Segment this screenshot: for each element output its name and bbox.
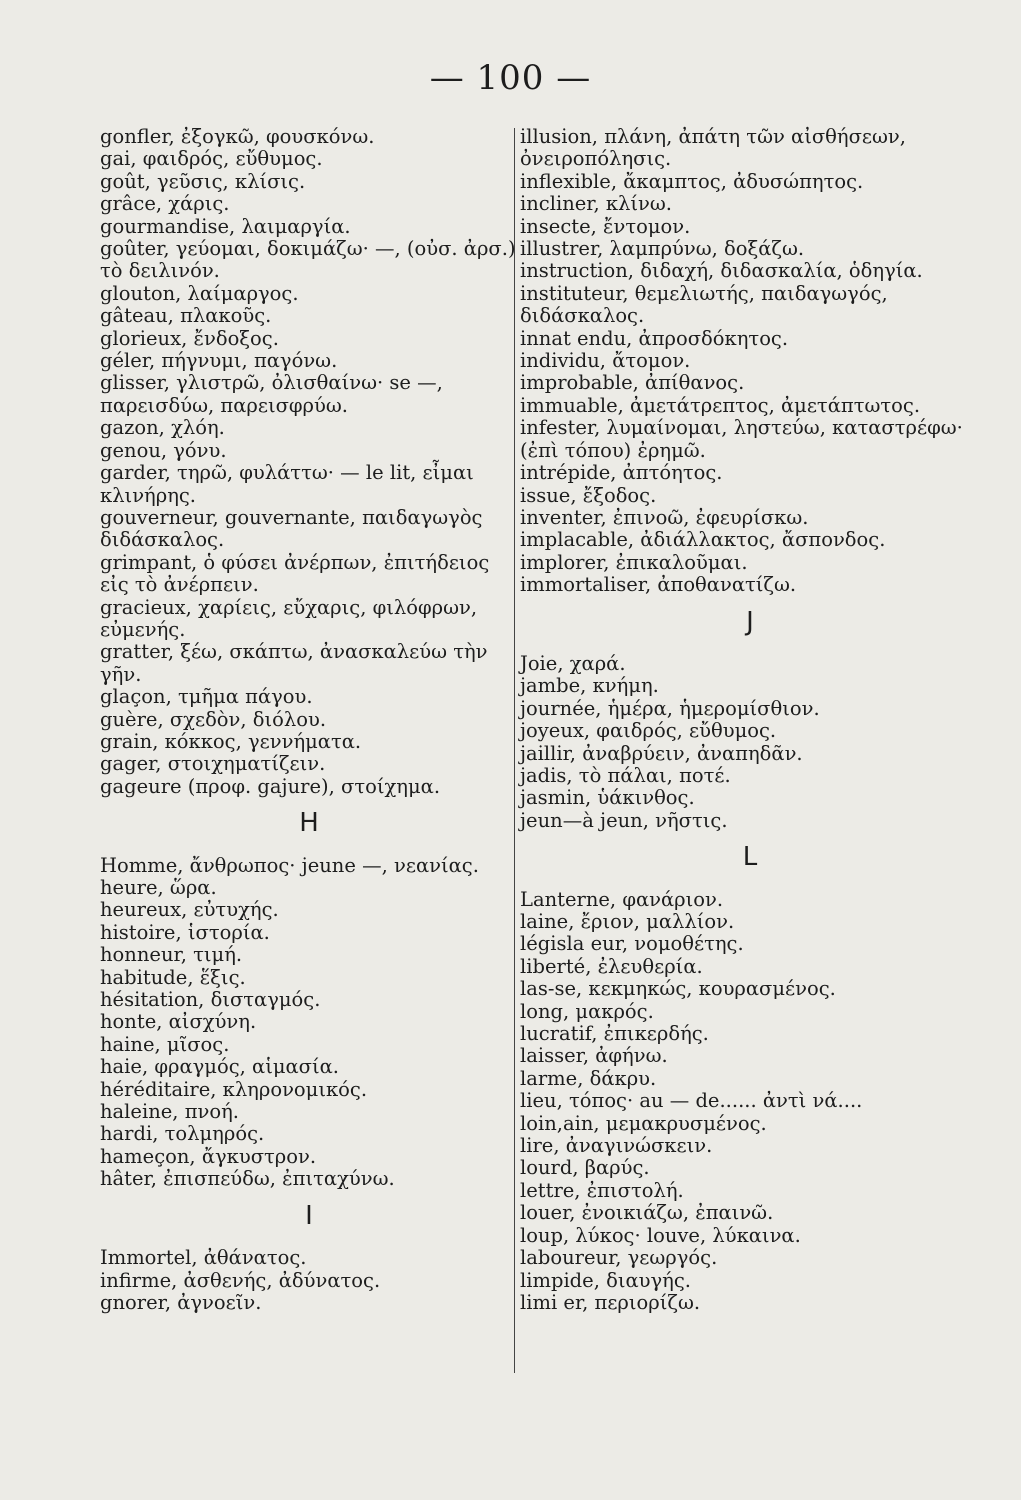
dictionary-entry: laisser, ἀφήνω.	[520, 1044, 668, 1068]
dictionary-entry: glaçon, τμῆμα πάγου.	[100, 685, 313, 709]
dictionary-entry: habitude, ἕξις.	[100, 965, 246, 989]
dictionary-entry: instruction, διδαχή, διδασκαλία, ὁδηγία.	[520, 259, 923, 283]
dictionary-entry: las-se, κεκμηκώς, κουρασμένος.	[520, 977, 836, 1001]
entries-h	[100, 855, 518, 1191]
dictionary-entry: laboureur, γεωργός.	[520, 1246, 718, 1270]
dictionary-entry: gager, στοιχηματίζειν.	[100, 752, 326, 776]
dictionary-entry: immortaliser, ἀποθανατίζω.	[520, 573, 797, 597]
section-letter-l: L	[742, 842, 758, 873]
dictionary-entry: haleine, πνοή.	[100, 1100, 239, 1124]
dictionary-entry: liberté, ἐλευθερία.	[520, 954, 703, 978]
dictionary-entry: gâteau, πλακοῦς.	[100, 304, 272, 328]
dictionary-entry: héréditaire, κληρονομικός.	[100, 1077, 368, 1101]
dictionary-entry: hâter, ἐπισπεύδω, ἐπιταχύνω.	[100, 1167, 395, 1191]
dictionary-entry: heureux, εὐτυχής.	[100, 898, 279, 922]
dictionary-entry: limpide, διαυγής.	[520, 1268, 691, 1292]
dictionary-entry: garder, τηρῶ, φυλάττω· — le lit, εἶμαι κλινήρης.	[100, 461, 474, 507]
dictionary-entry: instituteur, θεμελιωτής, παιδαγωγός, διδάσκαλος.	[520, 281, 888, 328]
dictionary-entry: grâce, χάρις.	[100, 192, 230, 216]
dictionary-entry: issue, ἔξοδος.	[520, 483, 657, 507]
dictionary-entry: lourd, βαρύς.	[520, 1156, 650, 1180]
dictionary-entry: jasmin, ὑάκινθος.	[520, 786, 695, 810]
dictionary-entry: inflexible, ἄκαμπτος, ἀδυσώπητος.	[520, 169, 864, 193]
dictionary-entry: guère, σχεδὸν, διόλου.	[100, 707, 327, 731]
dictionary-entry: glisser, γλιστρῶ, ὀλισθαίνω· se —, παρεισδύω, παρεισφρύω.	[100, 371, 443, 417]
dictionary-entry: jambe, κνήμη.	[520, 674, 659, 698]
entries-l	[520, 889, 980, 1315]
dictionary-entry: goût, γεῦσις, κλίσις.	[100, 169, 306, 193]
section-letter-i: I	[305, 1200, 313, 1231]
dictionary-entry: jaillir, ἀναβρύειν, ἀναπηδᾶν.	[520, 741, 803, 765]
section-letter-j: J	[746, 606, 754, 637]
dictionary-entry: journée, ἡμέρα, ἡμερομίσθιον.	[520, 696, 820, 720]
dictionary-entry: implacable, ἀδιάλλακτος, ἄσπονδος.	[520, 528, 886, 552]
dictionary-entry: gourmandise, λαιμαργία.	[100, 214, 351, 238]
dictionary-entry: haie, φραγμός, αἱμασία.	[100, 1055, 340, 1079]
dictionary-entry: innat endu, ἀπροσδόκητος.	[520, 326, 789, 350]
dictionary-entry: incliner, κλίνω.	[520, 192, 673, 216]
dictionary-entry: gracieux, χαρίεις, εὔχαρις, φιλόφρων, εὐμενής.	[100, 595, 478, 641]
dictionary-entry: honte, αἰσχύνη.	[100, 1010, 257, 1034]
dictionary-entry: infirme, ἀσθενής, ἀδύνατος.	[100, 1268, 381, 1292]
dictionary-entry: gratter, ξέω, σκάπτω, ἀνασκαλεύω τὴν γῆν.	[100, 640, 488, 686]
dictionary-entry: implorer, ἐπικαλοῦμαι.	[520, 550, 748, 574]
dictionary-entry: gai, φαιδρός, εὔθυμος.	[100, 147, 323, 171]
dictionary-entry: goûter, γεύομαι, δοκιμάζω· —, (οὐσ. ἀρσ.) τὸ δειλινόν.	[100, 237, 516, 283]
dictionary-entry: inventer, ἐπινοῶ, ἐφευρίσκω.	[520, 505, 809, 529]
dictionary-entry: infester, λυμαίνομαι, ληστεύω, καταστρέφω· (ἐπὶ τόπου) ἐρημῶ.	[520, 416, 963, 462]
dictionary-entry: Lanterne, φανάριον.	[520, 887, 724, 911]
entries-i	[100, 1247, 518, 1314]
right-column	[520, 126, 980, 1314]
section-letter-h: H	[299, 808, 319, 839]
dictionary-entry: géler, πήγνυμι, παγόνω.	[100, 349, 338, 373]
dictionary-entry: illusion, πλάνη, ἀπάτη τῶν αἰσθήσεων, ὀνειροπόλησις.	[520, 125, 906, 171]
dictionary-entry: individu, ἄτομον.	[520, 349, 691, 373]
dictionary-entry: joyeux, φαιδρός, εὔθυμος.	[520, 719, 777, 743]
dictionary-entry: gouverneur, gouvernante, παιδαγωγὸς διδάσκαλος.	[100, 505, 483, 552]
dictionary-entry: genou, γόνυ.	[100, 438, 227, 462]
dictionary-entry: lettre, ἐπιστολή.	[520, 1178, 684, 1202]
dictionary-entry: haine, μῖσος.	[100, 1032, 230, 1056]
dictionary-entry: hardi, τολμηρός.	[100, 1122, 265, 1146]
dictionary-entry: histoire, ἱστορία.	[100, 920, 270, 944]
dictionary-entry: jeun—à jeun, νῆστις.	[520, 808, 728, 832]
dictionary-entry: glouton, λαίμαργος.	[100, 281, 299, 305]
dictionary-entry: Joie, χαρά.	[520, 651, 626, 675]
dictionary-entry: louer, ἐνοικιάζω, ἐπαινῶ.	[520, 1201, 774, 1225]
dictionary-entry: laine, ἔριον, μαλλίον.	[520, 910, 735, 933]
left-column	[100, 126, 518, 1314]
dictionary-entry: intrépide, ἀπτόητος.	[520, 461, 723, 485]
entries-j	[520, 653, 980, 832]
entries-g	[100, 126, 518, 798]
dictionary-entry: loup, λύκος· louve, λύκαινα.	[520, 1223, 801, 1247]
dictionary-entry: lire, ἀναγινώσκειν.	[520, 1134, 713, 1158]
dictionary-entry: hésitation, δισταγμός.	[100, 988, 321, 1012]
dictionary-entry: loin,ain, μεμακρυσμένος.	[520, 1111, 767, 1135]
dictionary-entry: larme, δάκρυ.	[520, 1066, 657, 1090]
dictionary-entry: insecte, ἔντομον.	[520, 214, 691, 238]
dictionary-entry: gazon, χλόη.	[100, 416, 225, 440]
dictionary-entry: limi er, περιορίζω.	[520, 1290, 701, 1314]
entries-i-continued	[520, 126, 980, 597]
page-number: — 100 —	[429, 58, 592, 98]
dictionary-entry: gnorer, ἀγνοεῖν.	[100, 1290, 262, 1314]
dictionary-entry: grain, κόκκος, γεννήματα.	[100, 729, 362, 753]
dictionary-entry: immuable, ἀμετάτρεπτος, ἀμετάπτωτος.	[520, 393, 921, 417]
dictionary-entry: Homme, ἄνθρωπος· jeune —, νεανίας.	[100, 853, 479, 877]
dictionary-entry: jadis, τὸ πάλαι, ποτέ.	[520, 763, 731, 787]
dictionary-entry: heure, ὥρα.	[100, 876, 217, 899]
dictionary-entry: improbable, ἀπίθανος.	[520, 371, 745, 395]
dictionary-entry: glorieux, ἔνδοξος.	[100, 326, 279, 350]
dictionary-entry: gonfler, ἐξογκῶ, φουσκόνω.	[100, 125, 375, 148]
dictionary-entry: hameçon, ἄγκυστρον.	[100, 1144, 317, 1168]
dictionary-entry: grimpant, ὁ φύσει ἀνέρπων, ἐπιτήδειος εἰς τὸ ἀνέρπειν.	[100, 550, 490, 597]
dictionary-entry: honneur, τιμή.	[100, 943, 243, 967]
dictionary-entry: gageure (προφ. gajure), στοίχημα.	[100, 774, 441, 798]
dictionary-entry: législa eur, νομοθέτης.	[520, 932, 744, 956]
dictionary-entry: Immortel, ἀθάνατος.	[100, 1246, 307, 1270]
dictionary-entry: illustrer, λαμπρύνω, δοξάζω.	[520, 237, 805, 261]
dictionary-entry: lucratif, ἐπικερδής.	[520, 1022, 709, 1046]
dictionary-entry: long, μακρός.	[520, 999, 654, 1023]
dictionary-entry: lieu, τόπος· au — de...... ἀντὶ νά....	[520, 1089, 863, 1113]
